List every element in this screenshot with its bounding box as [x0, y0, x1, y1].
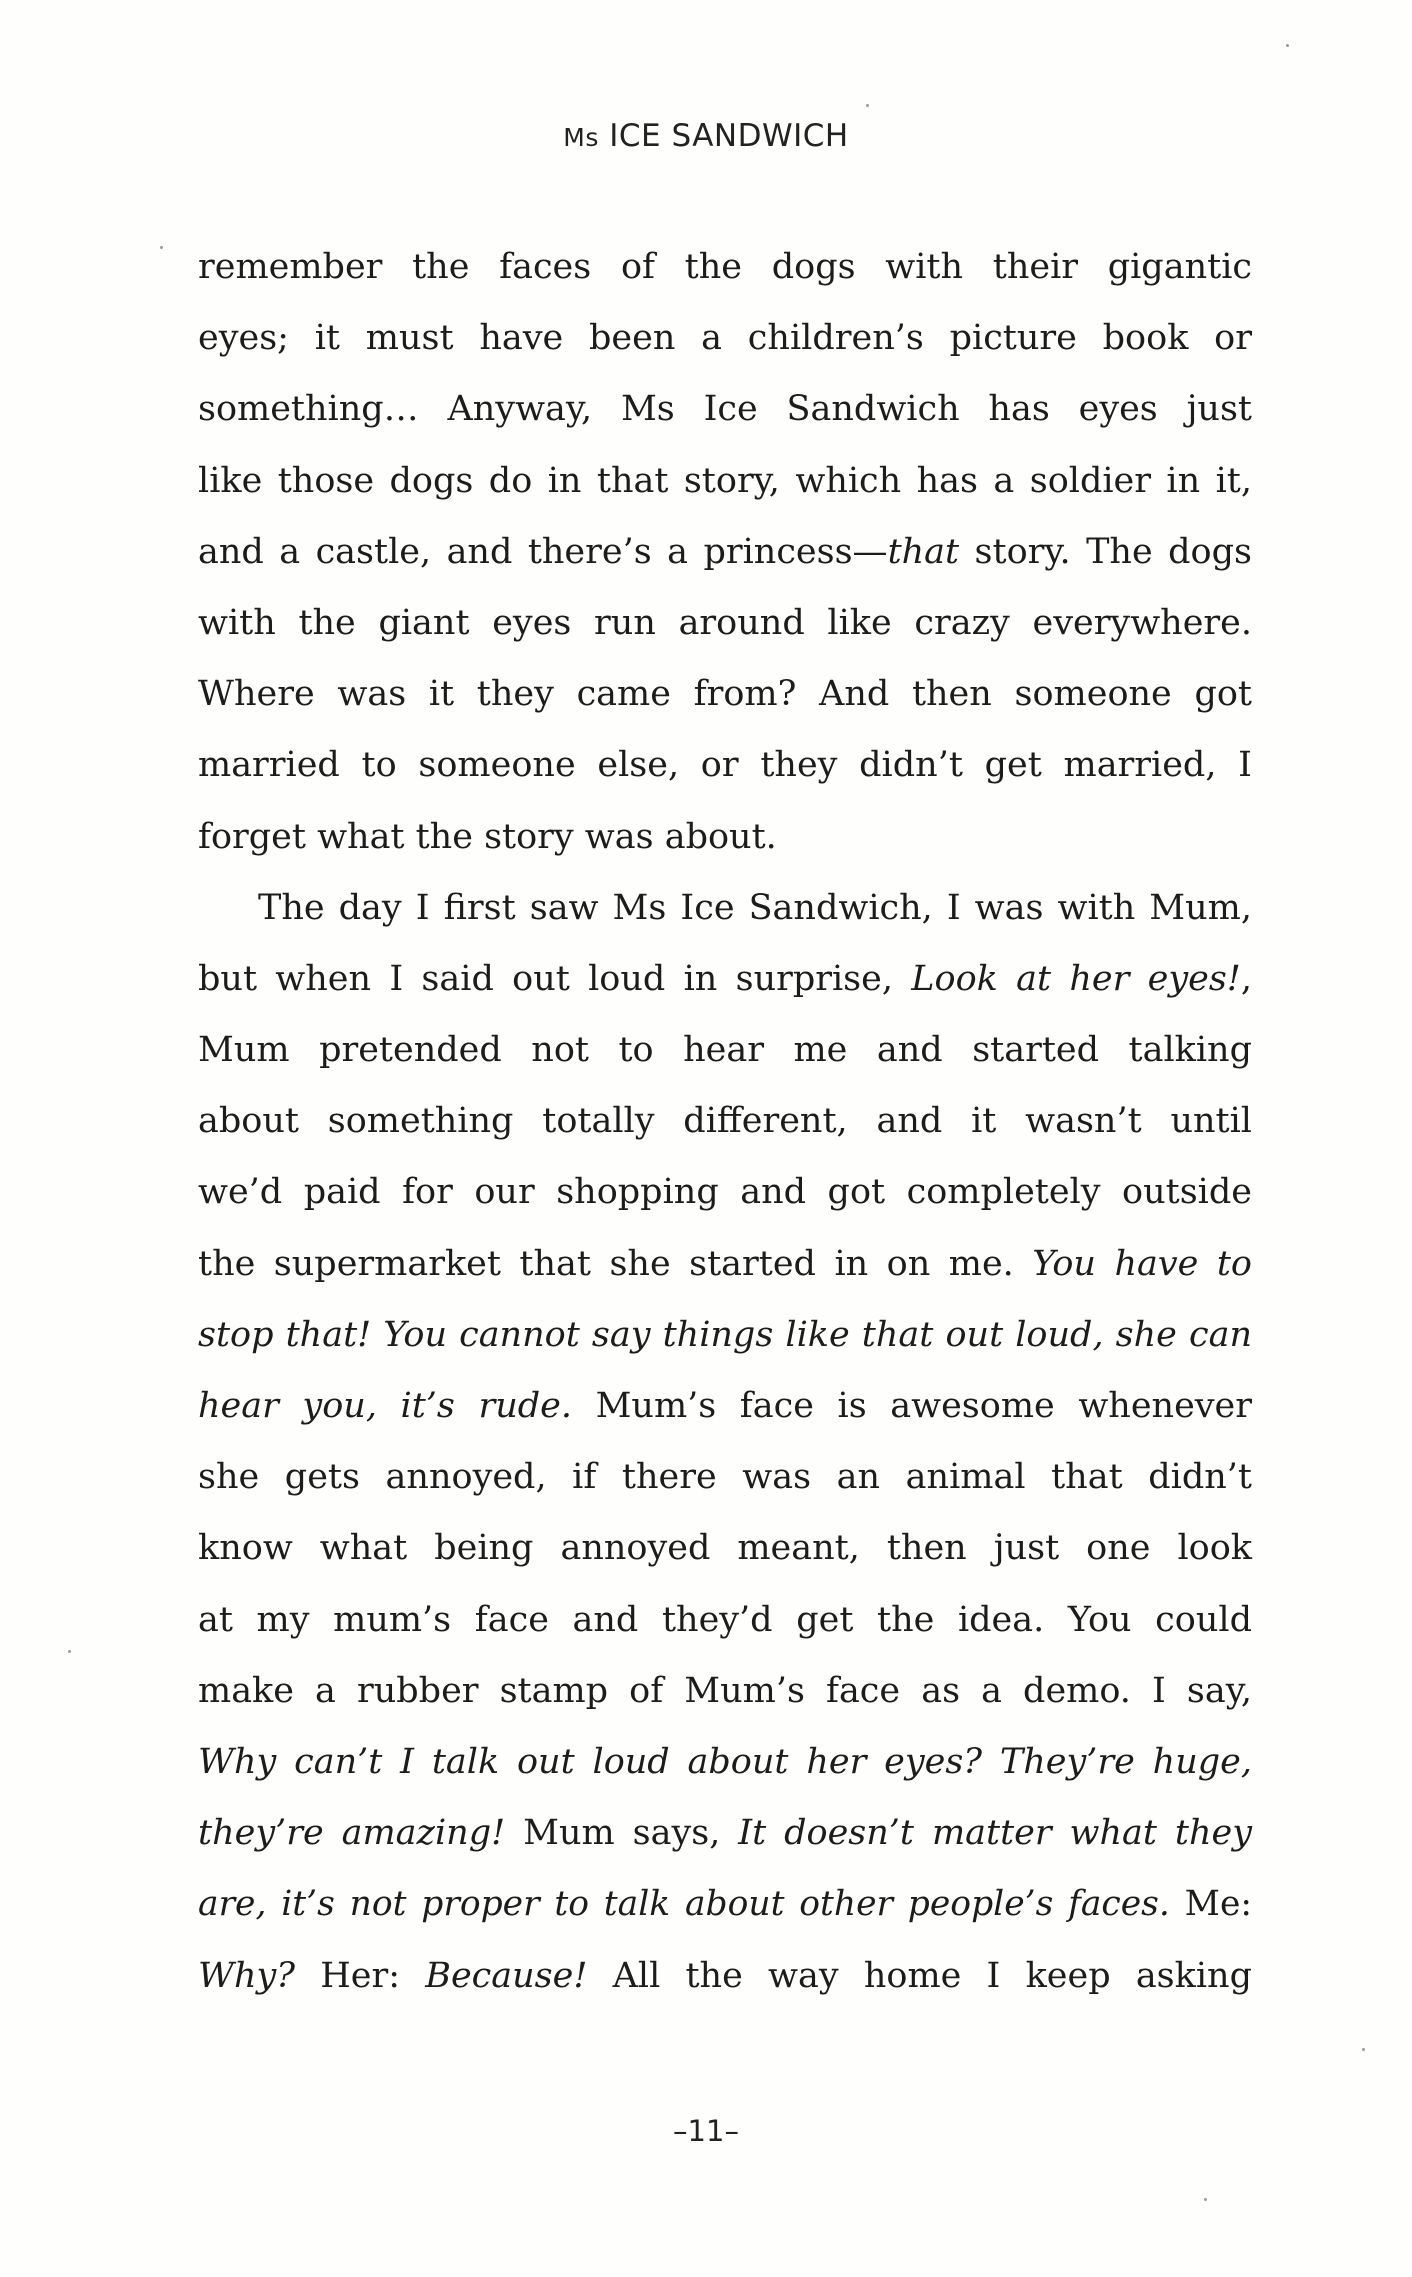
text-run: Her:: [295, 1955, 426, 1996]
text-run: we’d paid for our shopping and got completely outside: [198, 1172, 1252, 1213]
text-line: [198, 1086, 1252, 1157]
text-run: remember the faces of the dogs with their gigantic: [198, 247, 1252, 287]
scan-speck: [866, 104, 869, 107]
scan-speck: [1204, 2198, 1207, 2201]
text-run: like those dogs do in that story, which has a soldier in it,: [198, 460, 1252, 501]
italic-run: they’re amazing!: [198, 1813, 506, 1854]
text-run: at my mum’s face and they’d get the idea. You could: [198, 1599, 1252, 1640]
text-run: forget what the story was about.: [198, 816, 777, 857]
text-line: [198, 446, 1252, 517]
running-head-prefix: Ms: [563, 123, 599, 152]
text-run: Me:: [1169, 1884, 1252, 1925]
text-run: ,: [1240, 958, 1252, 999]
scan-speck: [1286, 44, 1289, 47]
text-run: All the way home I keep asking: [587, 1955, 1252, 1996]
running-head: [0, 118, 1412, 154]
text-line: [198, 588, 1252, 659]
text-line: [198, 1727, 1252, 1798]
text-line: [198, 1941, 1252, 2012]
text-line: [198, 1442, 1252, 1513]
body-text: [198, 232, 1252, 2012]
text-line: [198, 1300, 1252, 1371]
scan-speck: [68, 1650, 71, 1653]
text-line: [198, 1656, 1252, 1727]
text-line: [198, 1229, 1252, 1300]
text-run: and a castle, and there’s a princess—: [198, 531, 888, 572]
text-line: [198, 1371, 1252, 1442]
text-line: [198, 1869, 1252, 1940]
text-run: she gets annoyed, if there was an animal that didn’t: [198, 1457, 1252, 1498]
text-run: the supermarket that she started in on me.: [198, 1243, 1033, 1284]
text-line: [198, 303, 1252, 374]
italic-run: Look at her eyes!: [911, 958, 1241, 999]
scan-speck: [1362, 2048, 1365, 2051]
text-run: make a rubber stamp of Mum’s face as a demo. I say,: [198, 1670, 1252, 1711]
running-head-title: ICE SANDWICH: [609, 118, 849, 154]
text-line: [198, 944, 1252, 1015]
text-line: [198, 873, 1252, 944]
text-run: Mum pretended not to hear me and started talking: [198, 1030, 1252, 1071]
italic-run: It doesn’t matter what they: [738, 1813, 1252, 1854]
text-line: [198, 659, 1252, 730]
italic-run: are, it’s not proper to talk about other people’s faces.: [198, 1884, 1170, 1925]
text-run: with the giant eyes run around like crazy everywhere.: [198, 602, 1252, 643]
text-run: Mum’s face is awesome whenever: [571, 1386, 1252, 1426]
text-run: Mum says,: [505, 1813, 739, 1854]
italic-run: that: [887, 531, 960, 572]
italic-run: hear you, it’s rude.: [198, 1386, 572, 1426]
text-run: eyes; it must have been a children’s picture book or: [198, 318, 1252, 359]
text-line: [198, 1585, 1252, 1656]
text-line: [198, 374, 1252, 445]
italic-run: Because!: [425, 1955, 588, 1996]
text-run: Where was it they came from? And then someone got: [198, 674, 1252, 715]
text-run: something… Anyway, Ms Ice Sandwich has eyes just: [198, 389, 1252, 430]
text-run: about something totally different, and it wasn’t until: [198, 1101, 1252, 1142]
text-line: [198, 730, 1252, 801]
text-line: [198, 1513, 1252, 1584]
text-run: but when I said out loud in surprise,: [198, 958, 912, 999]
scan-speck: [160, 246, 163, 249]
text-run: married to someone else, or they didn’t get married, I: [198, 745, 1252, 786]
italic-run: Why can’t I talk out loud about her eyes? They’re huge,: [198, 1741, 1252, 1782]
text-run: The day I first saw Ms Ice Sandwich, I was with Mum,: [258, 887, 1252, 928]
italic-run: stop that! You cannot say things like that out loud, she can: [198, 1314, 1252, 1355]
text-line: [198, 1015, 1252, 1086]
text-run: know what being annoyed meant, then just one look: [198, 1528, 1252, 1569]
text-line: [198, 1157, 1252, 1228]
text-line: [198, 232, 1252, 303]
italic-run: You have to: [1032, 1243, 1252, 1284]
text-run: story. The dogs: [959, 531, 1252, 572]
italic-run: Why?: [198, 1955, 296, 1996]
text-line: [198, 802, 1252, 873]
text-line: [198, 517, 1252, 588]
page-number: –11–: [673, 2114, 739, 2148]
text-line: [198, 1798, 1252, 1869]
